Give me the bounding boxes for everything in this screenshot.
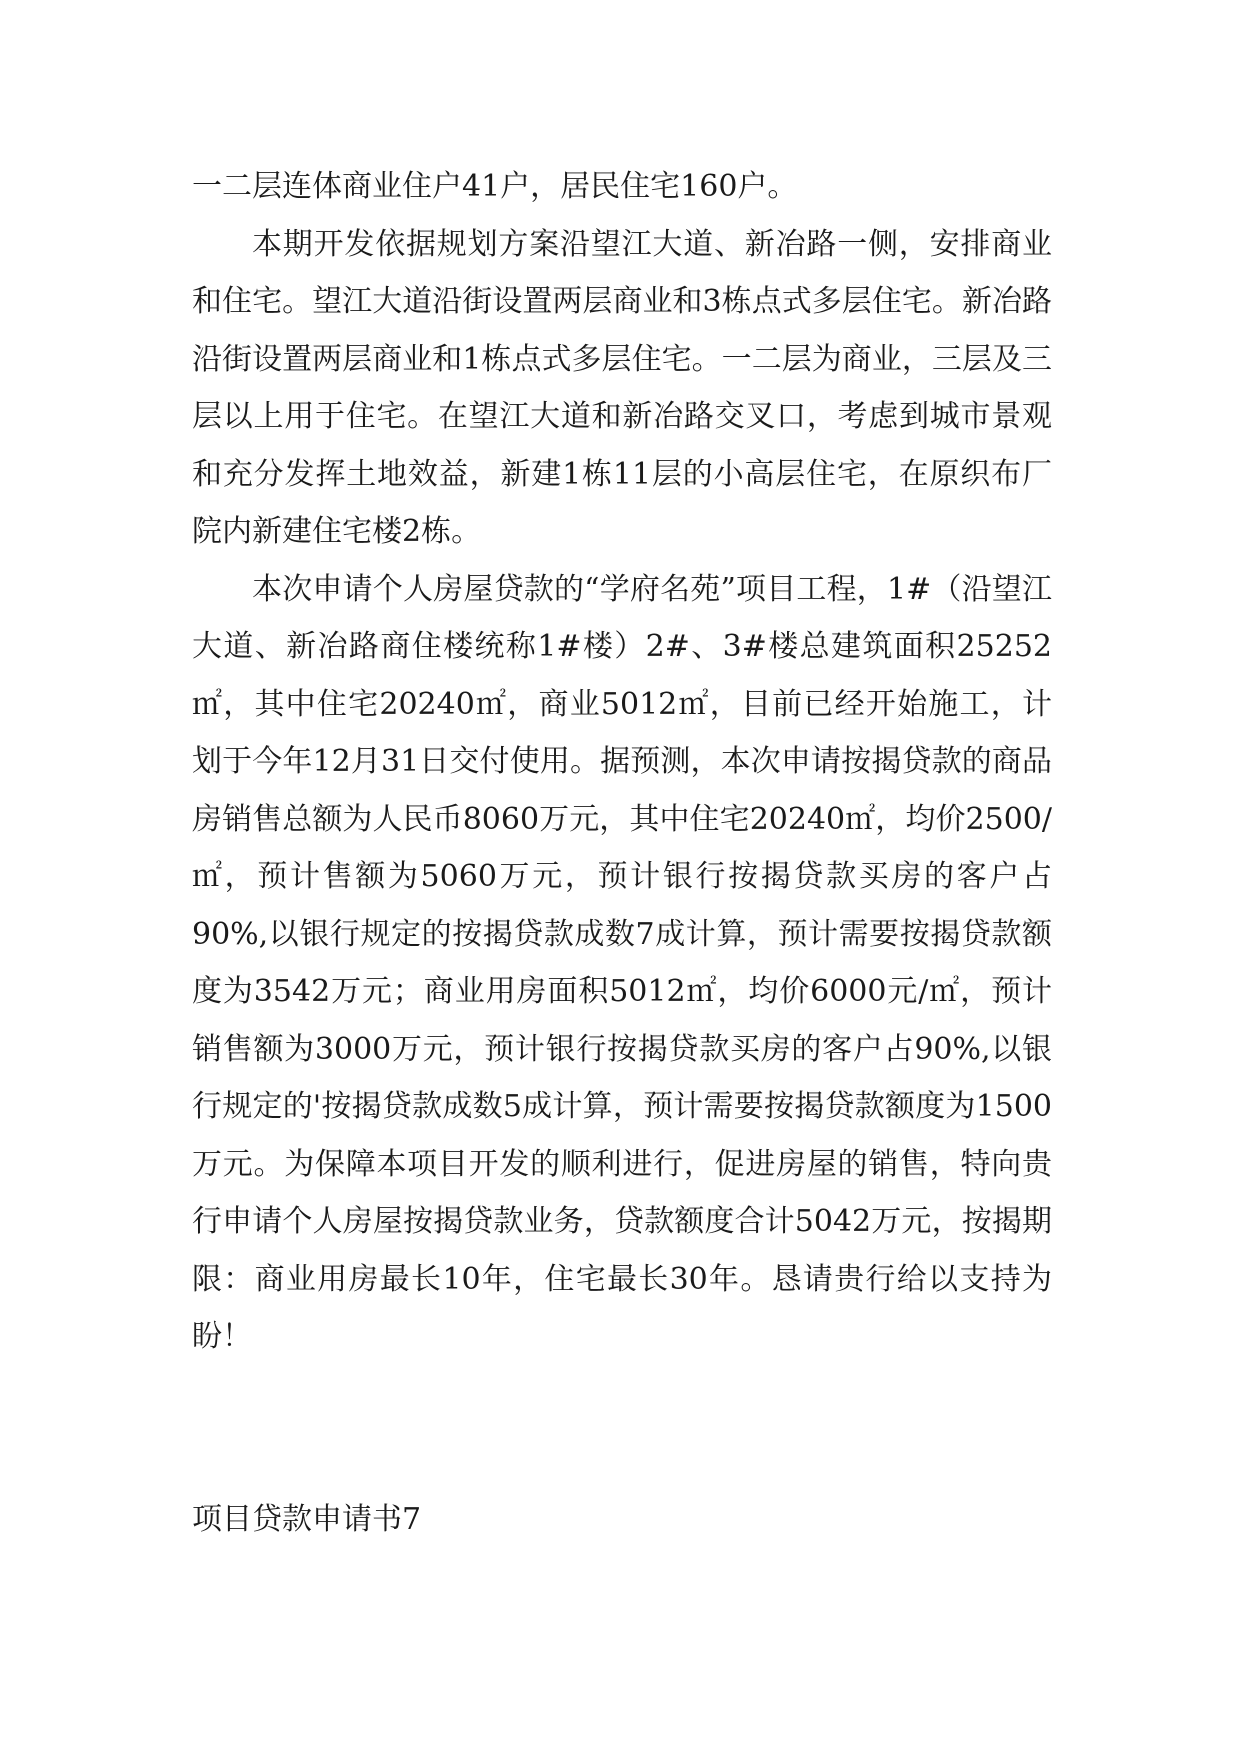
paragraph-3: 本次申请个人房屋贷款的“学府名苑”项目工程，1#（沿望江大道、新冶路商住楼统称1#楼）2#、3#楼总建筑面积25252㎡，其中住宅20240㎡，商业5012㎡，目前已经开始施工，计划于今年12月31日交付使用。据预测，本次申请按揭贷款的商品房销售总额为人民币8060万元，其中住宅20240㎡，均价2500/㎡，预计售额为5060万元，预计银行按揭贷款买房的客户占90%,以银行规定的按揭贷款成数7成计算，预计需要按揭贷款额度为3542万元；商业用房面积5012㎡，均价6000元/㎡，预计销售额为3000万元，预计银行按揭贷款买房的客户占90%,以银行规定的'按揭贷款成数5成计算，预计需要按揭贷款额度为1500万元。为保障本项目开发的顺利进行，促进房屋的销售，特向贵行申请个人房屋按揭贷款业务，贷款额度合计5042万元，按揭期限：商业用房最长10年，住宅最长30年。恳请贵行给以支持为盼！: [192, 571, 1052, 1354]
document-body: [192, 158, 1052, 1366]
paragraph-1: 一二层连体商业住户41户，居民住宅160户。: [192, 169, 798, 204]
next-section-title: 项目贷款申请书7: [192, 1502, 422, 1537]
paragraph-2: 本期开发依据规划方案沿望江大道、新冶路一侧，安排商业和住宅。望江大道沿街设置两层商业和3栋点式多层住宅。新冶路沿街设置两层商业和1栋点式多层住宅。一二层为商业，三层及三层以上用于住宅。在望江大道和新冶路交叉口，考虑到城市景观和充分发挥土地效益，新建1栋11层的小高层住宅，在原织布厂院内新建住宅楼2栋。: [192, 226, 1052, 549]
